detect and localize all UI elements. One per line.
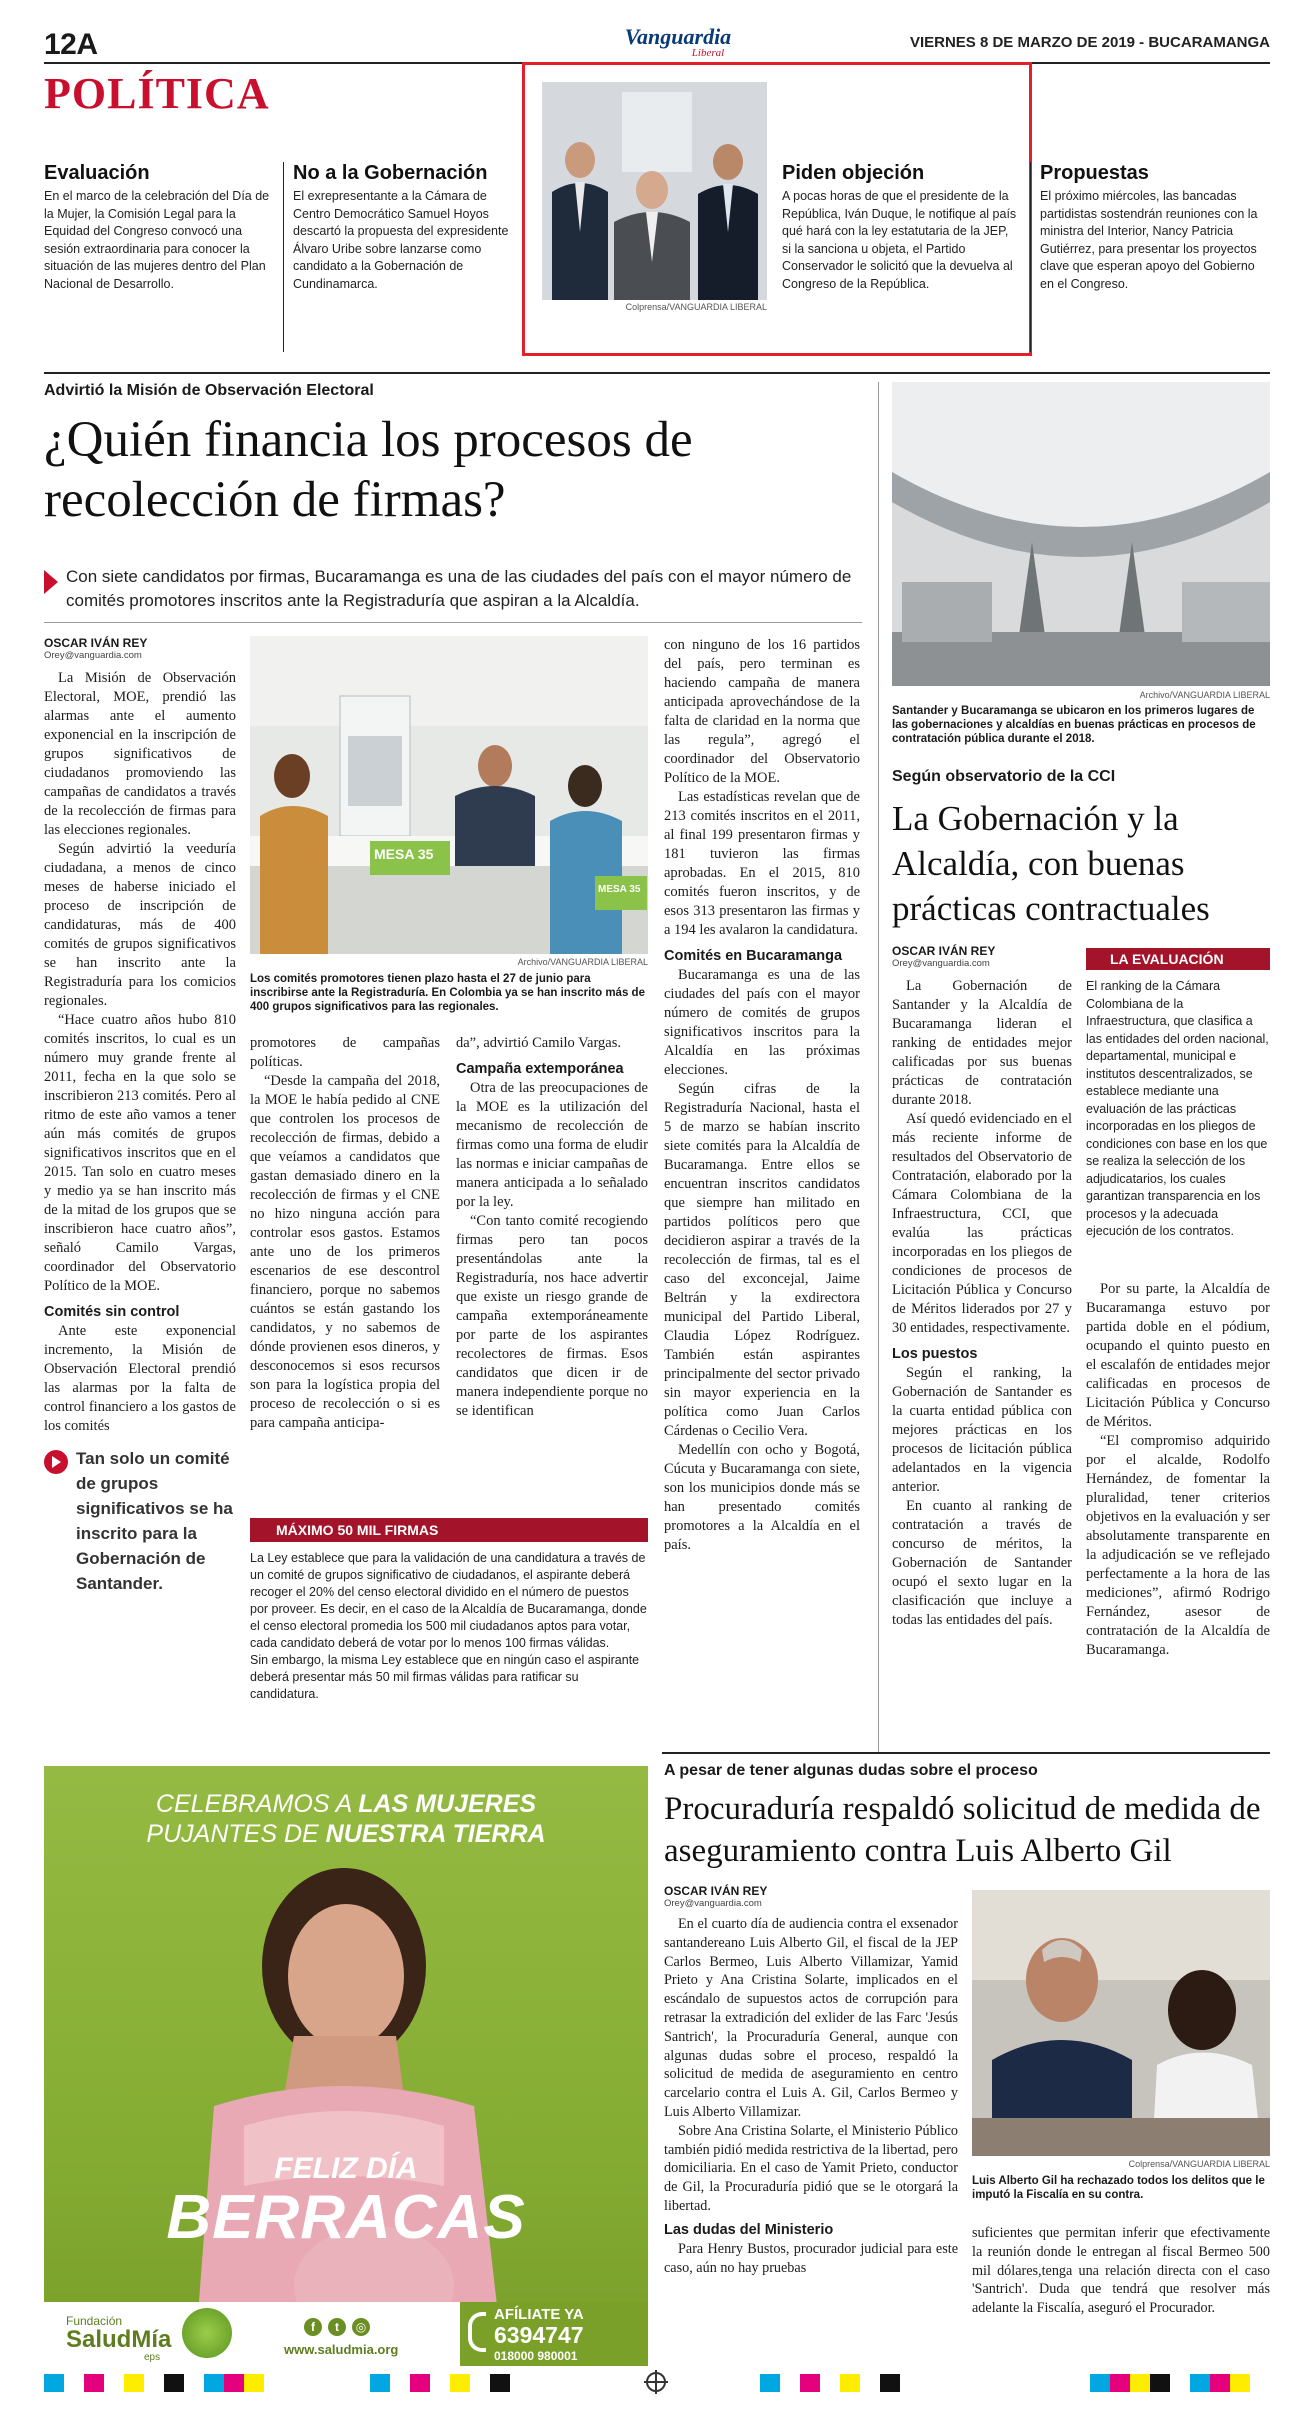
paragraph: “Con tanto comité recogiendo firmas pero tan pocos presentándolas ante la Registraduría, nos hace advertir que existe un riesgo grande de campaña extemporáneamente por parte de los aspirantes recolectores de firmas. Esos candidatos que dicen ir de manera independiente porque no se identifican — [456, 1213, 648, 1419]
brief-propuestas — [1040, 162, 1270, 293]
photo-credit: Colprensa/VANGUARDIA LIBERAL — [625, 302, 767, 312]
brief-title: Propuestas — [1040, 162, 1149, 184]
main-kicker: Advirtió la Misión de Observación Electoral — [44, 382, 374, 399]
paragraph: Medellín con ocho y Bogotá, Cúcuta y Bucaramanga con siete, son los municipios donde más se han presentado comités promotores a la Alcaldía en el país. — [664, 1442, 860, 1553]
box-text: El ranking de la Cámara Colombiana de la Infraestructura, que clasifica a las entidades del orden nacional, departamental, municipal e institutos descentralizados, se establece mediante una evaluación de las prácticas incorporadas en los pliegos de condiciones con base en los que se realiza la selección de los adjudicatarios, los cuales garantizan transparencia en los procesos y la adecuada ejecución de los contratos. — [1086, 979, 1269, 1238]
ad-phone[interactable]: 6394747 — [494, 2322, 584, 2348]
brief-evaluacion — [44, 162, 276, 293]
ad-website[interactable]: www.saludmia.org — [284, 2342, 399, 2357]
brief-title: Evaluación — [44, 162, 150, 184]
paragraph: En cuanto al ranking de contratación a través de concurso de méritos, la Gobernación de Santander ocupó el sexto lugar en la clasificación que incluye a todas las entidades del país. — [892, 1498, 1072, 1628]
masthead-logo — [598, 26, 758, 59]
right-kicker: Según observatorio de la CCI — [892, 768, 1116, 785]
mesa-sign-2: MESA 35 — [598, 884, 641, 895]
social-icons — [304, 2318, 370, 2336]
ad-line2: PUJANTES DE — [146, 1820, 319, 1848]
logo-main: Vanguardia — [624, 24, 732, 49]
politicians-photo-icon — [542, 82, 767, 300]
box-paragraph: La Ley establece que para la validación de una candidatura a través de un comité de grupos significativo de ciudadanos, el aspirante deberá recoger el 20% del censo electoral dividido en el número de puestos por proveer. Es decir, en el caso de la Alcaldía de Bucaramanga, donde el censo electoral promedia los 500 mil ciudadanos aptos para votar, cada candidato deberá de votar por lo menos 100 firmas válidas. — [250, 1551, 647, 1650]
paragraph: “Hace cuatro años hubo 810 comités inscritos, lo cual es un número muy grande frente al 2011, fecha en la que solo se inscribieron 213 comités. Pero al ritmo de este año vamos a tener aún más comités de grupos significativos inscritos que en el 2015. Tan solo en cuatro meses y medio ya se han inscrito más de la mitad de los grupos que se inscribieron hace cuatro años”, señaló Camilo Vargas, coordinador del Observatorio Político de la MOE. — [44, 1012, 236, 1294]
brief-title: No a la Gobernación — [293, 162, 488, 184]
color-registration-bar-right — [760, 2374, 900, 2392]
bridge-photo — [892, 382, 1270, 686]
main-headline: ¿Quién financia los procesos de recolección de firmas? — [44, 412, 693, 528]
brief-photo — [542, 82, 767, 300]
ad-brand-sub: eps — [144, 2352, 161, 2363]
brief-divider — [1030, 162, 1031, 352]
sidebar-box-evaluacion — [1086, 948, 1270, 1241]
tree-logo-icon — [182, 2308, 232, 2358]
woman-portrait-icon — [44, 1766, 648, 2366]
main-col-4 — [664, 636, 860, 1555]
courtroom-photo-icon — [972, 1890, 1270, 2156]
main-col-3 — [456, 1034, 648, 1421]
paragraph: Así quedó evidenciado en el más reciente informe de resultados del Observatorio de Contratación, elaborado por la Cámara Colombiana de la Infraestructura, CCI, que evalúa las prácticas incorporadas en los pliegos de condiciones de procesos de Licitación Pública y Concurso de Méritos liderados por 27 y 30 entidades, respectivamente. — [892, 1111, 1072, 1336]
brief-text: En el marco de la celebración del Día de la Mujer, la Comisión Legal para la Equidad del Congreso convocó una sesión extraordinaria para conocer la situación de las mujeres dentro del Plan Nacional de Desarrollo. — [44, 189, 270, 291]
main-lead: Con siete candidatos por firmas, Bucaramanga es una de las ciudades del país con el mayor número de comités promotores inscritos ante la Registraduría que aspiran a la Alcaldía. — [66, 567, 852, 610]
paragraph: Otra de las preocupaciones de la MOE es la utilización del mecanismo de recolección de firmas como una forma de eludir las normas e iniciar campañas de manera anticipada a lo señalado por la ley. — [456, 1080, 648, 1210]
main-col-1 — [44, 636, 236, 1596]
brief-divider — [283, 162, 284, 352]
paragraph: “Desde la campaña del 2018, la MOE le había pedido al CNE que controlen los procesos de recolección de firmas, debido a que veíamos a candidatos que gastan demasiado dinero en la recolección de firmas y el CNE no hizo ninguna acción para controlar esos gastos. Estamos ante uno de los primeros escenarios de ese descontrol financiero, porque no sabemos cuántos se están gastando los candidatos, y no sabemos de dónde provienen esos dineros, y desconocemos si esos recursos son para la logística propia del proceso de recolección o si es para campaña anticipa- — [250, 1073, 440, 1431]
instagram-icon[interactable]: ◎ — [352, 2318, 370, 2336]
pullquote — [44, 1446, 236, 1596]
right-col-2 — [1086, 1280, 1270, 1660]
subhead: Comités en Bucaramanga — [664, 948, 843, 964]
bottom-kicker: A pesar de tener algunas dudas sobre el proceso — [664, 1762, 1038, 1779]
saludmia-ad — [44, 1766, 648, 2366]
page-number: 12A — [44, 28, 98, 61]
box-title: LA EVALUACIÓN — [1086, 948, 1270, 970]
logo-sub: Liberal — [691, 47, 725, 59]
paragraph: da”, advirtió Camilo Vargas. — [456, 1035, 621, 1051]
byline-email: Orey@vanguardia.com — [892, 958, 990, 969]
facebook-icon[interactable]: f — [304, 2318, 322, 2336]
photo-credit: Archivo/VANGUARDIA LIBERAL — [1139, 690, 1270, 700]
box-text — [250, 1550, 648, 1703]
ad-berracas: BERRACAS — [166, 2183, 526, 2252]
box-paragraph: Sin embargo, la misma Ley establece que en ningún caso el aspirante deberá presentar más 50 mil firmas válidas para ratificar su candidatura. — [250, 1653, 640, 1701]
paragraph: con ninguno de los 16 partidos del país, pero terminan es haciendo campaña de manera anticipada aprovechándose de la falta de claridad en la norma que las regula”, agregó el coordinador del Observatorio Político de la MOE. — [664, 637, 860, 786]
gil-photo — [972, 1890, 1270, 2156]
ad-foundation: Fundación — [66, 2314, 123, 2328]
mesa-sign-1: MESA 35 — [374, 846, 434, 862]
subhead: Comités sin control — [44, 1304, 180, 1320]
brief-text: El próximo miércoles, las bancadas partidistas sostendrán reuniones con la ministra del Interior, Nancy Patricia Gutiérrez, para presentar los proyectos clave que esperan apoyo del Gobierno en el Congreso. — [1040, 189, 1258, 291]
paragraph: Sobre Ana Cristina Solarte, el Ministerio Público también pidió medida restrictiva de la libertad, pero domiciliaria. En el caso de Yamit Prieto, conductor de Gil, la Procuraduría pidió que se le otorgará la libertad. — [664, 2122, 958, 2214]
color-registration-bar-mid — [370, 2374, 510, 2392]
byline-email: Orey@vanguardia.com — [44, 650, 142, 661]
paragraph: La Misión de Observación Electoral, MOE, prendió las alarmas ante el aumento exponencial en la inscripción de grupos significativos de ciudadanos promoviendo las campañas de candidatos a través de la recolección de firmas para las elecciones regionales. — [44, 670, 236, 838]
subhead: Los puestos — [892, 1346, 978, 1362]
brief-title: Piden objeción — [782, 162, 925, 184]
photo-credit: Archivo/VANGUARDIA LIBERAL — [517, 957, 648, 967]
registration-desk-photo-icon — [250, 636, 648, 954]
ad-brand: SaludMía — [66, 2326, 172, 2353]
ad-cta[interactable]: AFÍLIATE YA — [494, 2306, 584, 2323]
paragraph: En el cuarto día de audiencia contra el exsenador santandereano Luis Alberto Gil, el fiscal de la JEP Carlos Bermeo, Luis Alberto Villamizar, Yamid Prieto y Ana Cristina Solarte, implicados en el escándalo de supuestos actos de corrupción para retrasar la extradición del exlider de las Farc 'Jesús Santrich', la Procuraduría General, aunque con algunas dudas sobre el proceso, respaldó la solicitud de medida de aseguramiento en centro carcelario contra el Luis A. Gil, Carlos Bermeo y Luis Alberto Villamizar. — [664, 1916, 958, 2120]
section-title: POLÍTICA — [44, 69, 270, 118]
paragraph: Las estadísticas revelan que de 213 comités inscritos en el 2011, al final 199 presentaron firmas y 181 tuvieron las firmas aprobadas. En el 2015, 810 comités fueron inscritos, y de esos 313 presentaron las firmas y a 194 les avalaron la candidatura. — [664, 789, 860, 938]
paragraph: Bucaramanga es una de las ciudades del país con el mayor número de comités de grupos significativos inscritos para la Alcaldía en las próximas elecciones. — [664, 967, 860, 1078]
subhead: Campaña extemporánea — [456, 1061, 624, 1077]
column-divider — [878, 382, 879, 1752]
main-col-2 — [250, 1034, 440, 1433]
ad-line2-bold: NUESTRA TIERRA — [325, 1820, 546, 1848]
subhead: Las dudas del Ministerio — [664, 2221, 834, 2238]
color-registration-bar-far-right — [1090, 2374, 1250, 2392]
ad-line1-bold: LAS MUJERES — [358, 1790, 537, 1818]
byline-email: Orey@vanguardia.com — [664, 1898, 762, 1909]
color-registration-bar-left — [44, 2374, 264, 2392]
page-date: VIERNES 8 DE MARZO DE 2019 - BUCARAMANGA — [909, 34, 1270, 51]
bridge-photo-icon — [892, 382, 1270, 686]
registraduria-photo — [250, 636, 648, 954]
paragraph: Para Henry Bustos, procurador judicial para este caso, aún no hay pruebas — [664, 2240, 958, 2276]
pullquote-text: Tan solo un comité de grupos significativos se ha inscrito para la Gobernación de Santander. — [76, 1449, 233, 1593]
phone-icon — [468, 2312, 486, 2352]
paragraph: Según cifras de la Registraduría Nacional, hasta el 5 de marzo se habían inscrito siete comités para la Alcaldía de Bucaramanga. Entre ellos se encuentran inscritos candidatos que siempre han militado en partidos políticos pero que decidieron aspirar a través de la recolección de firmas, tal es el caso del exconcejal, Jaime Beltrán y la exdirectora municipal del Partido Liberal, Claudia López Rodríguez. También están aspirantes principalmente del sector privado sin mayor experiencia en la política como Juan Carlos Cárdenas o Cecilio Vera. — [664, 1081, 860, 1439]
paragraph: promotores de campañas políticas. — [250, 1035, 440, 1070]
byline: OSCAR IVÁN REY — [44, 636, 148, 650]
photo-caption: Luis Alberto Gil ha rechazado todos los delitos que le imputó la Fiscalía en su contra. — [972, 2175, 1265, 2201]
paragraph: Según el ranking, la Gobernación de Santander es la cuarta entidad pública con mejores prácticas en los procesos de licitación pública adelantados en la vigencia anterior. — [892, 1365, 1072, 1495]
ad-line1: CELEBRAMOS A — [155, 1790, 352, 1818]
twitter-icon[interactable]: t — [328, 2318, 346, 2336]
ad-tollfree[interactable]: 018000 980001 — [494, 2349, 578, 2363]
ad-feliz-dia: FELIZ DÍA — [274, 2152, 418, 2185]
photo-credit: Colprensa/VANGUARDIA LIBERAL — [1128, 2159, 1270, 2169]
bottom-col-1 — [664, 1884, 958, 2277]
lead-marker-icon — [44, 570, 58, 594]
photo-caption: Los comités promotores tienen plazo hasta el 27 de junio para inscribirse ante la Registraduría. En Colombia ya se han inscrito más de 400 grupos significativos para las regionales. — [250, 973, 645, 1013]
registration-crosshair-icon — [646, 2372, 666, 2392]
lead-rule — [44, 622, 862, 623]
brief-no-gobernacion — [293, 162, 521, 293]
paragraph: Según advirtió la veeduría ciudadana, a menos de cinco meses de haberse iniciado el proceso de inscripción de candidaturas, más de 400 comités de grupos significativos se han inscrito ante la Registraduría para los comicios regionales. — [44, 841, 236, 1009]
paragraph: Por su parte, la Alcaldía de Bucaramanga estuvo por partida doble en el pódium, ocupando el quinto puesto en el escalafón de entidades mejor calificadas en procesos de Licitación Pública y Concurso de Méritos. — [1086, 1281, 1270, 1430]
byline: OSCAR IVÁN REY — [892, 944, 996, 958]
bottom-headline: Procuraduría respaldó solicitud de medida de aseguramiento contra Luis Alberto Gil — [664, 1791, 1261, 1869]
paragraph: La Gobernación de Santander y la Alcaldía de Bucaramanga lideran el ranking de entidades mejor calificadas por sus buenas prácticas de contratación durante 2018. — [892, 978, 1072, 1108]
sidebar-box-firmas — [250, 1518, 648, 1703]
brief-text: A pocas horas de que el presidente de la República, Iván Duque, le notifique al país qué hará con la ley estatutaria de la JEP, si la sanciona u objeta, el Partido Conservador le solicitó que la devuelva al Congreso de la República. — [782, 189, 1017, 291]
paragraph: Ante este exponencial incremento, la Misión de Observación Electoral prendió las alarmas por la falta de control financiero a los gastos de los comités — [44, 1323, 236, 1434]
bottom-col-2 — [972, 2224, 1270, 2318]
right-headline: La Gobernación y la Alcaldía, con buenas prácticas contractuales — [892, 799, 1210, 928]
photo-caption: Santander y Bucaramanga se ubicaron en los primeros lugares de las gobernaciones y alcaldías en buenas prácticas en procesos de contratación pública durante el 2018. — [892, 705, 1256, 745]
pullquote-arrow-icon — [44, 1450, 68, 1474]
paragraph: “El compromiso adquirido por el alcalde, Rodolfo Hernández, de fomentar la pluralidad, tener criterios objetivos en la evaluación y ser absolutamente transparente en la adjudicación se ve reflejado perfectamente a la hora de las mediciones”, afirmó Rodrigo Fernández, asesor de contratación de la Alcaldía de Bucaramanga. — [1086, 1433, 1270, 1658]
paragraph: suficientes que permitan inferir que efectivamente la reunión donde le entregan al fiscal Bermeo 500 mil dólares,tenga una relación directa con el caso 'Santrich'. Duda que tendrá que resolver más adelante la Fiscalía, aseguró el Procurador. — [972, 2225, 1270, 2317]
section-rule — [44, 372, 1270, 374]
box-title: MÁXIMO 50 MIL FIRMAS — [250, 1518, 648, 1542]
byline: OSCAR IVÁN REY — [664, 1884, 768, 1898]
section-rule — [662, 1752, 1270, 1754]
brief-text: El exrepresentante a la Cámara de Centro Democrático Samuel Hoyos descartó la propuesta del expresidente Álvaro Uribe sobre lanzarse como candidato a la Gobernación de Cundinamarca. — [293, 189, 509, 291]
brief-piden-objecion — [782, 162, 1020, 293]
right-col-1 — [892, 944, 1072, 1630]
